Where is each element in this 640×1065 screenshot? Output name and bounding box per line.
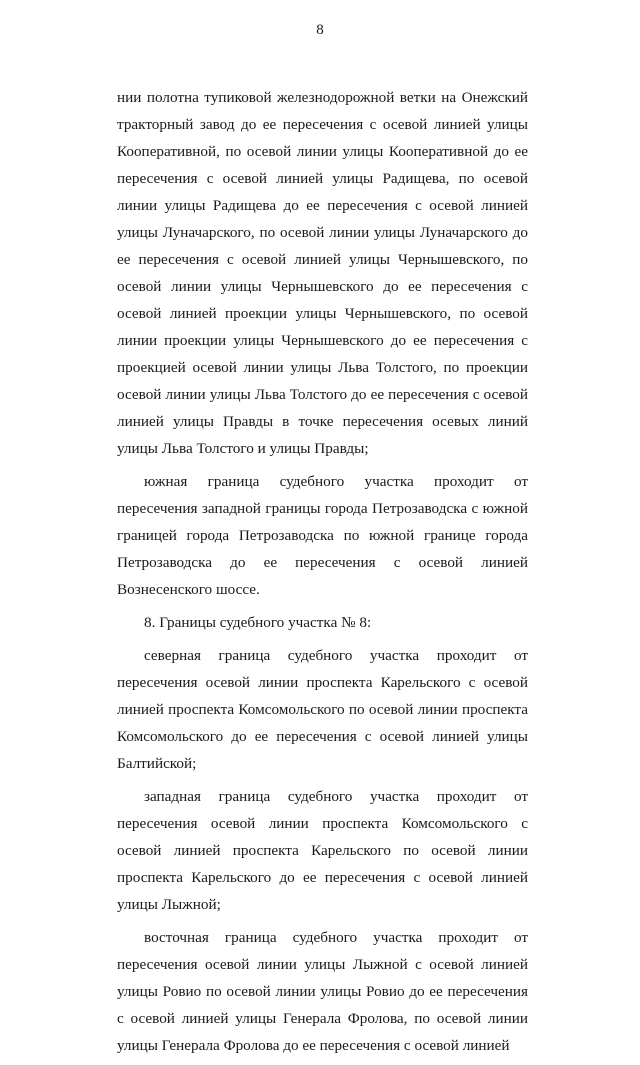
paragraph-western-boundary: западная граница судебного участка проходит от пересечения осевой линии проспекта Комсомольского с осевой линией проспекта Карельского по осевой линии проспекта Карельского до ее пересечения с осевой линией улицы Лыжной; <box>117 788 528 913</box>
paragraph-southern-boundary: южная граница судебного участка проходит от пересечения западной границы города Петрозаводска с южной границей города Петрозаводска по южной границе города Петрозаводска до ее пересечения с осевой линией Вознесенского шоссе. <box>117 473 528 598</box>
paragraph-continuation: нии полотна тупиковой железнодорожной ветки на Онежский тракторный завод до ее пересечения с осевой линией улицы Кооперативной, по осевой линии улицы Кооперативной до ее пересечения с осевой линией улицы Радищева, по осевой линии улицы Радищева до ее пересечения с осевой линией улицы Луначарского, по осевой линии улицы Луначарского до ее пересечения с осевой линией улицы Чернышевского, по осевой линии улицы Чернышевского до ее пересечения с осевой линией проекции улицы Чернышевского, по осевой линии проекции улицы Чернышевского до ее пересечения с проекцией осевой линии улицы Льва Толстого, по проекции осевой линии улицы Льва Толстого до ее пересечения с осевой линией улицы Правды в точке пересечения осевых линий улицы Льва Толстого и улицы Правды; <box>117 89 528 457</box>
paragraph-eastern-boundary: восточная граница судебного участка проходит от пересечения осевой линии улицы Лыжной с осевой линией улицы Ровио по осевой линии улицы Ровио до ее пересечения с осевой линией улицы Генерала Фролова, по осевой линии улицы Генерала Фролова до ее пересечения с осевой линией <box>117 929 528 1054</box>
page-number: 8 <box>316 22 324 38</box>
document-body <box>117 84 528 1065</box>
paragraph-northern-boundary: северная граница судебного участка проходит от пересечения осевой линии проспекта Карельского с осевой линией проспекта Комсомольского по осевой линии проспекта Комсомольского до ее пересечения с осевой линией улицы Балтийской; <box>117 647 528 772</box>
section-heading-district-8: 8. Границы судебного участка № 8: <box>144 614 372 631</box>
